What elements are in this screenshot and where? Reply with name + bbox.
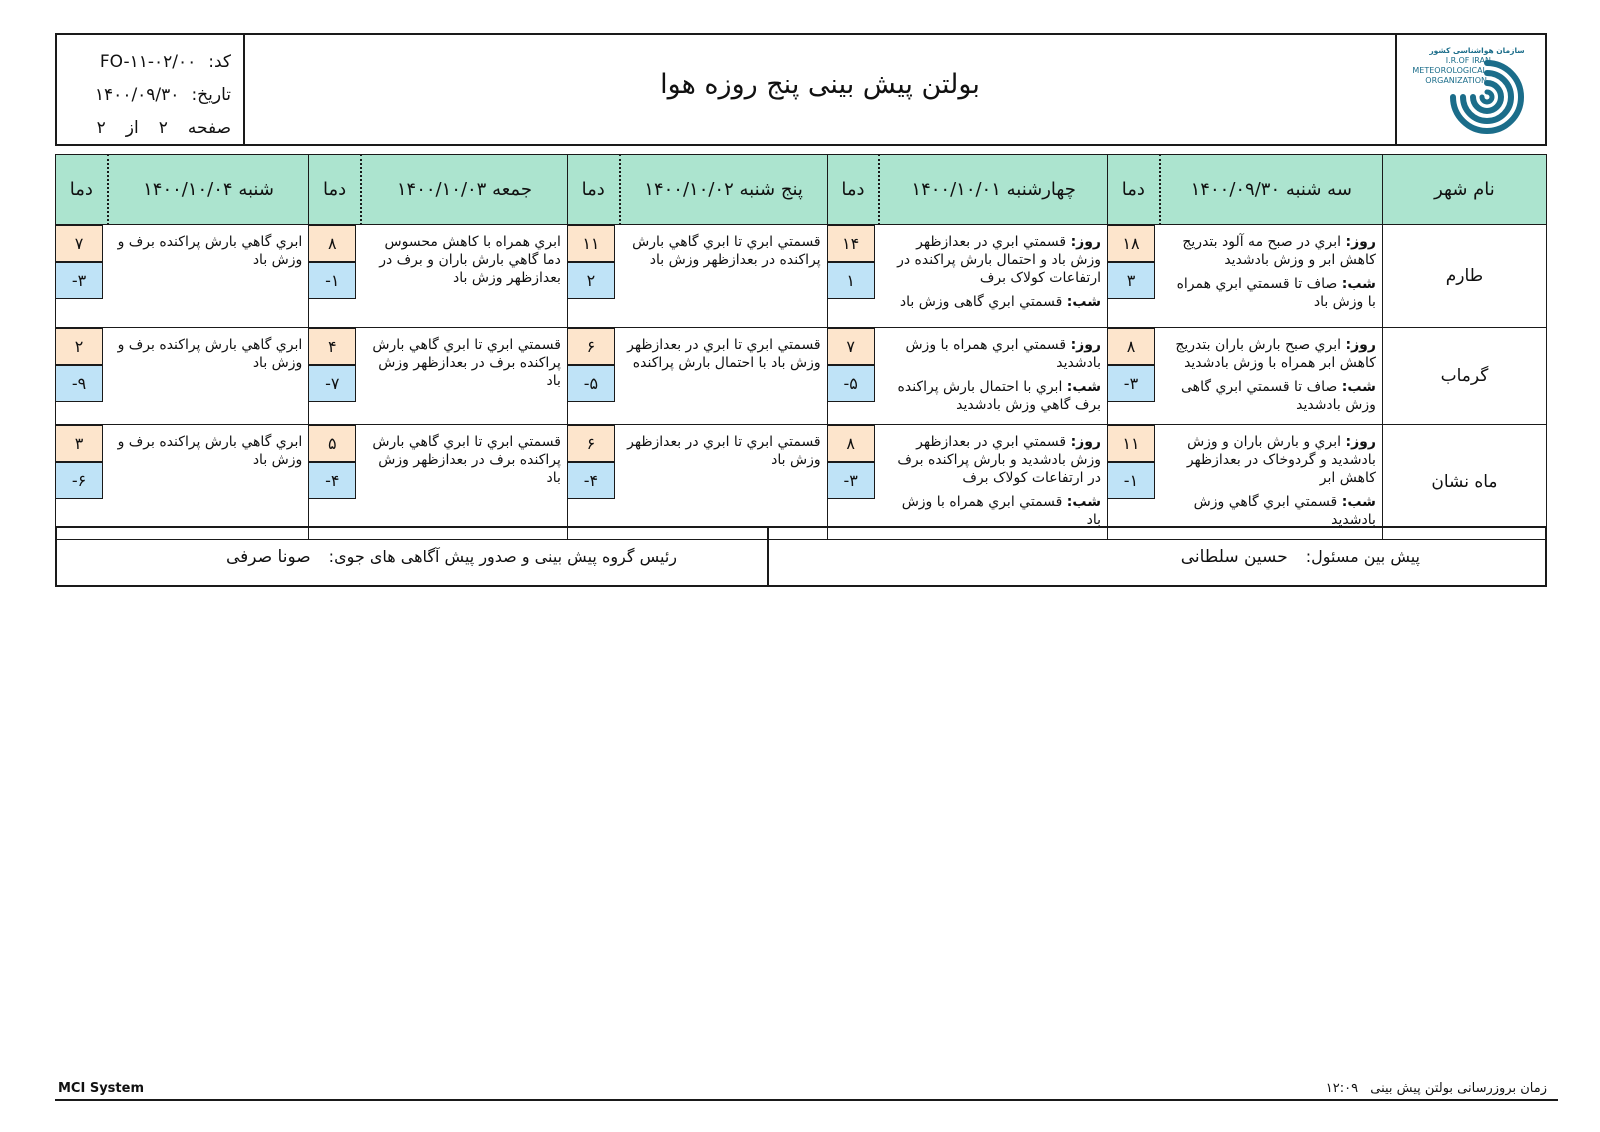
date-label: تاریخ: [191,84,231,105]
max-temp: ۱۱ [1108,425,1155,462]
max-temp: ۱۴ [828,225,875,262]
max-temp: ۶ [568,425,615,462]
min-temp: -۱ [309,262,356,299]
page-current: ۲ [158,117,168,138]
page-title: بولتن پیش بینی پنج روزه هوا [660,69,980,100]
max-temp: ۸ [1108,328,1155,365]
min-temp: ۳ [1108,262,1155,299]
temp-cell [309,225,361,328]
temp-header-4: دما [309,155,361,225]
logo-text-en-3: ORGANIZATION [1425,76,1487,85]
min-temp: -۷ [309,365,356,402]
forecast-cell [1160,328,1383,425]
logo-text-fa: سازمان هواشناسی کشور [1429,46,1525,55]
forecast-cell [879,225,1107,328]
max-temp: ۸ [309,225,356,262]
min-temp: -۶ [56,462,103,499]
temp-cell [56,425,108,540]
min-temp: -۵ [568,365,615,402]
city-name: گرماب [1382,328,1546,425]
page-row [75,111,231,144]
meteorological-organization-logo [1403,39,1543,143]
night-forecast: شب: قسمتي ابري همراه با وزش باد [901,494,1101,528]
forecast-cell [879,425,1107,540]
city-name: طارم [1382,225,1546,328]
forecaster-name: حسین سلطانی [1180,546,1288,567]
min-temp: -۵ [828,365,875,402]
city-column-header: نام شهر [1382,155,1546,225]
temp-header-5: دما [56,155,108,225]
forecast-cell: قسمتي ابري تا ابري گاهي بارش پراکنده برف در بعدازظهر وزش باد [361,328,567,425]
night-forecast: شب: قسمتي ابري گاهی وزش باد [899,294,1101,310]
min-temp: ۱ [828,262,875,299]
forecast-cell: قسمتي ابري تا ابري گاهي بارش پراکنده برف در بعدازظهر وزش باد [361,425,567,540]
forecast-cell: ابري گاهي بارش پراکنده برف و وزش باد [108,425,309,540]
forecast-cell: ابري گاهي بارش پراکنده برف و وزش باد [108,328,309,425]
day-header-2: چهارشنبه ۱۴۰۰/۱۰/۰۱ [879,155,1107,225]
max-temp: ۱۱ [568,225,615,262]
logo-box [1395,35,1545,144]
update-time [1326,1081,1555,1096]
system-label: MCI System [58,1081,144,1096]
temp-cell [567,225,619,328]
max-temp: ۸ [828,425,875,462]
page-of: از [125,117,139,138]
min-temp: -۹ [56,365,103,402]
max-temp: ۱۸ [1108,225,1155,262]
code-label: کد: [208,51,231,72]
max-temp: ۶ [568,328,615,365]
temp-cell [1107,328,1159,425]
min-temp: ۲ [568,262,615,299]
temp-cell [827,328,879,425]
document-meta [57,35,245,144]
night-forecast: شب: صاف تا قسمتي ابري گاهی وزش بادشديد [1181,379,1376,413]
min-temp: -۴ [309,462,356,499]
temp-cell [827,425,879,540]
day-forecast: روز: قسمتي ابري در بعدازظهر وزش باد و احتمال بارش پراکنده در ارتفاعات کولاک برف [897,234,1101,286]
date-value: ۱۴۰۰/۰۹/۳۰ [94,84,180,105]
temp-cell [567,328,619,425]
day-forecast: روز: ابري در صبح مه آلود بتدريج کاهش ابر و وزش بادشديد [1182,234,1376,268]
forecast-cell: قسمتي ابري تا ابري در بعدازظهر وزش باد [620,425,828,540]
day-forecast: روز: ابري و بارش باران و وزش بادشديد و گردوخاک در بعدازظهر کاهش ابر [1186,434,1376,486]
temp-cell [309,425,361,540]
city-name: ماه نشان [1382,425,1546,540]
min-temp: -۳ [1108,365,1155,402]
forecast-cell [1160,425,1383,540]
head-signature [57,528,769,585]
max-temp: ۲ [56,328,103,365]
table-row [56,328,1547,425]
day-header-1: سه شنبه ۱۴۰۰/۰۹/۳۰ [1160,155,1383,225]
night-forecast: شب: ابري با احتمال بارش پراکنده برف گاهي وزش بادشديد [897,379,1101,413]
signature-box [55,526,1547,587]
bulletin-header [55,33,1547,146]
temp-header-3: دما [567,155,619,225]
max-temp: ۴ [309,328,356,365]
head-label: رئیس گروه پیش بینی و صدور پیش آگاهی های جوی: [328,547,677,566]
date-row [75,78,231,111]
night-forecast: شب: قسمتي ابري گاهي وزش بادشديد [1193,494,1376,528]
forecast-cell: قسمتي ابري تا ابري در بعدازظهر وزش باد با احتمال بارش پراکنده [620,328,828,425]
temp-cell [56,225,108,328]
forecaster-label: پیش بین مسئول: [1305,547,1420,566]
max-temp: ۷ [56,225,103,262]
forecast-cell [1160,225,1383,328]
max-temp: ۳ [56,425,103,462]
logo-text-en-2: METEOROLOGICAL [1412,66,1487,75]
day-forecast: روز: ابري صبح بارش باران بتدريج کاهش ابر همراه با وزش بادشديد [1175,337,1376,371]
temp-cell [567,425,619,540]
temp-cell [1107,425,1159,540]
footer-divider [55,1099,1558,1101]
update-time-label: زمان بروزرسانی بولتن پیش بینی [1370,1081,1547,1096]
temp-cell [1107,225,1159,328]
code-row [75,45,231,78]
min-temp: -۳ [56,262,103,299]
forecast-cell: قسمتي ابري تا ابري گاهي بارش پراکنده در بعدازظهر وزش باد [620,225,828,328]
min-temp: -۱ [1108,462,1155,499]
max-temp: ۵ [309,425,356,462]
logo-text-en-1: I.R.OF IRAN [1445,56,1491,65]
temp-header-2: دما [827,155,879,225]
head-name: صونا صرفی [226,546,311,567]
temp-cell [309,328,361,425]
table-header-row [56,155,1547,225]
day-forecast: روز: قسمتي ابري در بعدازظهر وزش بادشديد و بارش پراکنده برف در ارتفاعات کولاک برف [897,434,1101,486]
forecast-cell [879,328,1107,425]
forecast-table [55,154,1547,540]
page-label: صفحه [187,117,231,138]
forecaster-signature [769,528,1545,585]
forecast-cell: ابري گاهي بارش پراکنده برف و وزش باد [108,225,309,328]
table-row [56,225,1547,328]
temp-header-1: دما [1107,155,1159,225]
update-time-value: ۱۲:۰۹ [1325,1081,1359,1096]
forecast-cell: ابري همراه با کاهش محسوس دما گاهي بارش باران و برف در بعدازظهر وزش باد [361,225,567,328]
temp-cell [827,225,879,328]
table-row [56,425,1547,540]
min-temp: -۴ [568,462,615,499]
night-forecast: شب: صاف تا قسمتي ابري همراه با وزش باد [1176,276,1376,310]
min-temp: -۳ [828,462,875,499]
code-value: FO-۱۱-۰۲/۰۰ [99,51,197,72]
day-forecast: روز: قسمتي ابري همراه با وزش بادشديد [905,337,1101,371]
day-header-5: شنبه ۱۴۰۰/۱۰/۰۴ [108,155,309,225]
max-temp: ۷ [828,328,875,365]
day-header-3: پنج شنبه ۱۴۰۰/۱۰/۰۲ [620,155,828,225]
page-total: ۲ [96,117,106,138]
temp-cell [56,328,108,425]
day-header-4: جمعه ۱۴۰۰/۱۰/۰۳ [361,155,567,225]
